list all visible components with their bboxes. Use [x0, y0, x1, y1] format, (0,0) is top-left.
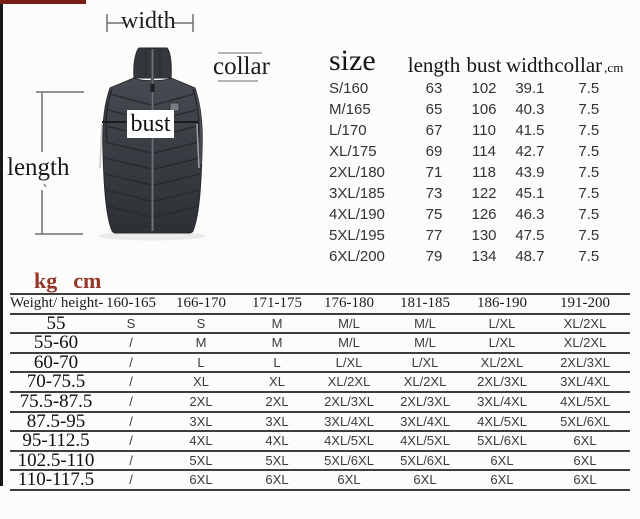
fit-size-value: 6XL	[573, 472, 597, 488]
fit-weight-range: 60-70	[33, 351, 79, 373]
size-cell-width: 40.3	[515, 101, 545, 118]
fit-size-value: 5XL	[265, 452, 289, 468]
fit-size-value: /	[129, 393, 133, 409]
fit-size-value: S	[196, 315, 206, 331]
fit-table-row	[10, 411, 630, 431]
fit-size-value: 5XL/6XL	[560, 413, 610, 429]
fit-size-value: /	[129, 433, 133, 449]
fit-header-weight-height: Weight/ height-	[10, 295, 104, 312]
fit-size-value: L	[197, 354, 205, 370]
fit-table-row	[10, 352, 630, 372]
size-table-row	[322, 204, 624, 225]
cm-unit: ,cm	[604, 60, 624, 75]
fit-size-value: 6XL	[573, 452, 597, 468]
fit-size-value: 6XL	[337, 472, 361, 488]
fit-header-height-range: 186-190	[477, 295, 527, 312]
size-table-row	[322, 246, 624, 267]
fit-size-value: 6XL	[573, 433, 597, 449]
size-cell-size: M/165	[329, 101, 371, 118]
fit-size-value: XL	[193, 374, 209, 390]
size-cell-bust: 118	[472, 164, 496, 181]
size-cell-length: 67	[425, 122, 443, 139]
fit-size-value: 5XL/6XL	[324, 452, 374, 468]
vest-diagram	[0, 0, 320, 270]
fit-size-value: L/XL	[335, 354, 363, 370]
fit-size-value: 3XL	[265, 413, 289, 429]
width-header: width	[506, 53, 554, 77]
size-cell-bust: 134	[471, 248, 497, 265]
size-cell-collar: 7.5	[578, 185, 600, 202]
fit-size-value: XL/2XL	[563, 335, 607, 351]
fit-size-value: 3XL	[189, 413, 213, 429]
size-cell-size: S/160	[329, 80, 369, 97]
cm-label: cm	[73, 268, 102, 293]
fit-size-value: 6XL	[413, 472, 437, 488]
size-cell-bust: 114	[472, 143, 496, 160]
fit-size-value: /	[129, 335, 133, 351]
fit-size-value: 2XL/3XL	[324, 393, 374, 409]
fit-table-header	[10, 293, 630, 313]
size-cell-collar: 7.5	[578, 122, 600, 139]
fit-size-value: 2XL	[265, 393, 289, 409]
fit-table-row	[10, 332, 630, 352]
size-cell-width: 39.1	[515, 80, 545, 97]
fit-size-value: 3XL/4XL	[477, 393, 527, 409]
size-cell-width: 47.5	[515, 227, 545, 244]
fit-size-value: 2XL/3XL	[477, 374, 527, 390]
collar-header: collar ,cm	[554, 53, 624, 77]
size-cell-collar: 7.5	[578, 227, 600, 244]
fit-header-height-range: 166-170	[176, 295, 226, 312]
size-cell-length: 77	[425, 227, 443, 244]
fit-size-value: 5XL	[189, 452, 213, 468]
fit-weight-range: 87.5-95	[26, 410, 86, 432]
fit-weight-range: 75.5-87.5	[19, 390, 93, 412]
fit-size-value: M/L	[338, 315, 360, 331]
fit-size-value: 4XL	[265, 433, 289, 449]
size-cell-width: 43.9	[515, 164, 545, 181]
fit-header-height-range: 176-180	[324, 295, 374, 312]
size-cell-width: 41.5	[515, 122, 545, 139]
size-table-row	[322, 183, 624, 204]
size-cell-bust: 130	[471, 227, 497, 244]
size-cell-collar: 7.5	[578, 143, 600, 160]
fit-size-value: L/XL	[488, 315, 516, 331]
fit-size-value: 6XL	[265, 472, 289, 488]
fit-size-value: S	[126, 315, 136, 331]
bust-header: bust	[466, 53, 502, 77]
fit-size-value: /	[129, 452, 133, 468]
size-cell-width: 45.1	[515, 185, 545, 202]
size-table-row	[322, 162, 624, 183]
fit-size-value: M/L	[338, 335, 360, 351]
length-label: length	[7, 154, 70, 181]
size-cell-collar: 7.5	[578, 248, 600, 265]
fit-size-value: 6XL	[490, 452, 514, 468]
fit-size-value: 4XL/5XL	[324, 433, 374, 449]
size-cell-size: 5XL/195	[329, 227, 385, 244]
size-cell-collar: 7.5	[578, 164, 600, 181]
fit-size-value: 3XL/4XL	[400, 413, 450, 429]
fit-size-value: 4XL/5XL	[400, 433, 450, 449]
size-cell-size: L/170	[329, 122, 367, 139]
fit-header-height-range: 191-200	[560, 295, 610, 312]
size-table-row	[322, 99, 624, 120]
width-label: width	[121, 8, 176, 34]
fit-size-value: /	[129, 374, 133, 390]
fit-weight-range: 102.5-110	[17, 449, 95, 471]
fit-size-value: /	[129, 413, 133, 429]
fit-size-value: XL/2XL	[403, 374, 447, 390]
fit-size-value: L	[273, 354, 281, 370]
size-cell-size: 2XL/180	[329, 164, 385, 181]
size-table-row	[322, 141, 624, 162]
size-table-row	[322, 78, 624, 99]
fit-weight-range: 110-117.5	[17, 469, 95, 491]
size-cell-collar: 7.5	[578, 101, 600, 118]
size-table-body	[322, 78, 624, 267]
fit-size-value: 4XL/5XL	[477, 413, 527, 429]
fit-table-row	[10, 430, 630, 450]
size-table-header	[322, 44, 624, 78]
fit-weight-range: 70-75.5	[26, 371, 86, 393]
size-table-row	[322, 120, 624, 141]
size-cell-length: 69	[425, 143, 443, 160]
size-cell-collar: 7.5	[578, 80, 600, 97]
fit-size-value: 2XL/3XL	[560, 354, 610, 370]
fit-size-value: M	[195, 335, 207, 351]
fit-size-value: L/XL	[488, 335, 516, 351]
fit-header-height-range: 171-175	[252, 295, 302, 312]
fit-table-row	[10, 391, 630, 411]
size-cell-length: 65	[425, 101, 443, 118]
fit-weight-range: 95-112.5	[22, 430, 90, 452]
size-cell-length: 73	[425, 185, 443, 202]
fit-size-value: 5XL/6XL	[400, 452, 450, 468]
size-cell-bust: 122	[471, 185, 497, 202]
size-cell-bust: 102	[471, 80, 497, 97]
fit-weight-range: 55-60	[33, 332, 79, 354]
size-cell-size: 3XL/185	[329, 185, 385, 202]
fit-table-row	[10, 371, 630, 391]
fit-size-value: M/L	[414, 315, 436, 331]
size-cell-width: 42.7	[515, 143, 545, 160]
size-cell-length: 79	[425, 248, 443, 265]
size-cell-size: 4XL/190	[329, 206, 385, 223]
fit-size-value: 6XL	[490, 472, 514, 488]
fit-header-height-range: 160-165	[106, 295, 156, 312]
fit-size-value: L/XL	[411, 354, 439, 370]
size-cell-size: XL/175	[329, 143, 377, 160]
fit-size-value: XL	[269, 374, 285, 390]
fit-size-value: XL/2XL	[327, 374, 371, 390]
bust-label: bust	[127, 110, 174, 138]
fit-table-row	[10, 450, 630, 470]
fit-weight-range: 55	[46, 312, 66, 334]
collar-label: collar	[213, 53, 270, 80]
fit-size-value: M	[271, 335, 283, 351]
size-table-row	[322, 225, 624, 246]
fit-size-value: XL/2XL	[563, 315, 607, 331]
size-cell-length: 63	[425, 80, 443, 97]
kg-cm-label	[34, 268, 101, 294]
fit-size-value: M/L	[414, 335, 436, 351]
size-cell-width: 46.3	[515, 206, 545, 223]
size-cell-bust: 110	[472, 122, 496, 139]
fit-size-value: 3XL/4XL	[560, 374, 610, 390]
fit-size-value: 4XL	[189, 433, 213, 449]
fit-table	[10, 293, 630, 491]
fit-size-value: /	[129, 354, 133, 370]
kg-label: kg	[34, 268, 58, 293]
fit-size-value: 2XL	[189, 393, 213, 409]
fit-size-value: 3XL/4XL	[324, 413, 374, 429]
fit-size-value: 4XL/5XL	[560, 393, 610, 409]
fit-table-row	[10, 469, 630, 491]
size-cell-width: 48.7	[515, 248, 545, 265]
size-cell-length: 71	[425, 164, 443, 181]
size-cell-size: 6XL/200	[329, 248, 385, 265]
fit-size-value: 5XL/6XL	[477, 433, 527, 449]
length-header: length	[407, 53, 461, 77]
fit-size-value: /	[129, 472, 133, 488]
zipper-pull	[151, 84, 155, 92]
size-table	[322, 44, 624, 267]
fit-size-value: 6XL	[189, 472, 213, 488]
fit-size-value: M	[271, 315, 283, 331]
fit-table-row	[10, 313, 630, 333]
fit-size-value: XL/2XL	[480, 354, 524, 370]
size-cell-length: 75	[425, 206, 443, 223]
size-cell-collar: 7.5	[578, 206, 600, 223]
size-cell-bust: 126	[471, 206, 497, 223]
fit-header-height-range: 181-185	[400, 295, 450, 312]
size-header: size	[329, 44, 376, 77]
size-cell-bust: 106	[471, 101, 497, 118]
fit-size-value: 2XL/3XL	[400, 393, 450, 409]
